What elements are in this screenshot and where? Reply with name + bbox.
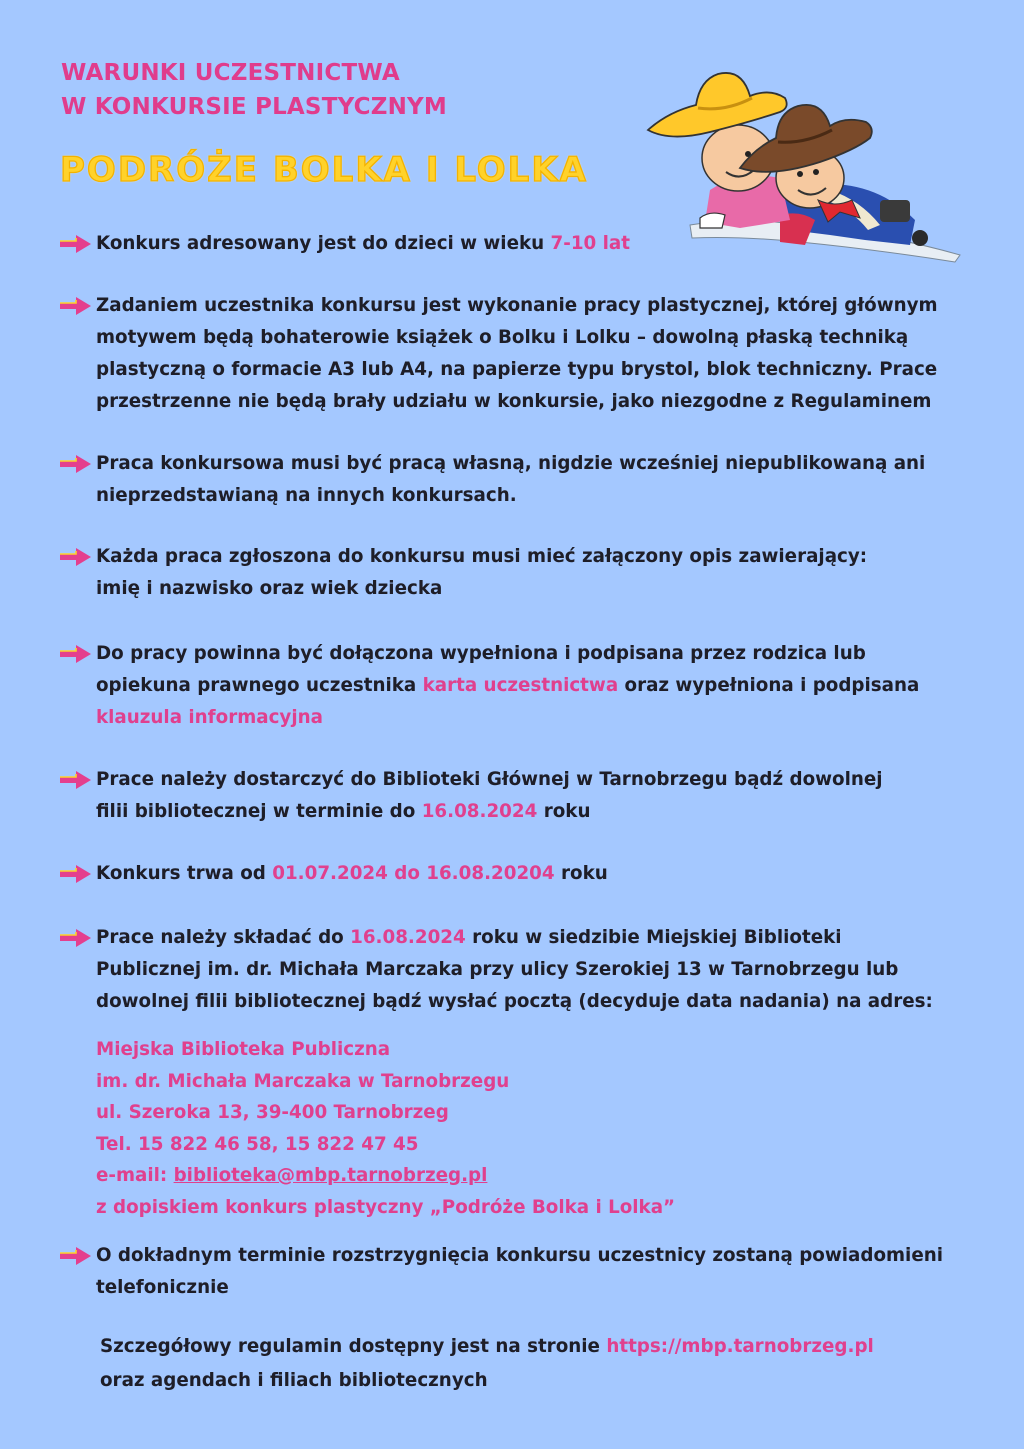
address-note: z dopiskiem konkurs plastyczny „Podróże Bolka i Lolka” [96,1196,676,1218]
bullet-text [96,764,988,828]
bullet-line [96,573,988,605]
bullet-text [96,448,988,512]
bullet-line [96,702,988,734]
pink-arrow-icon [58,296,92,316]
bullet-line [96,954,988,986]
bullet-age [58,228,988,260]
bullet-text [96,638,988,734]
address-phone: Tel. 15 822 46 58, 15 822 47 45 [96,1133,419,1155]
bullet-line [96,290,988,322]
text-run: Zadaniem uczestnika konkursu jest wykonanie pracy plastycznej, której głównym [96,295,938,316]
text-run: plastyczną o formacie A3 lub A4, na papierze typu brystol, blok techniczny. Prace [96,359,938,380]
bullet-line [96,986,988,1018]
bullet-line [96,764,988,796]
text-run: Praca konkursowa musi być pracą własną, nigdzie wcześniej niepublikowaną ani [96,453,926,474]
bullet-delivery [58,764,988,828]
address-name: Miejska Biblioteka Publiczna [96,1039,391,1060]
bullet-original-work [58,448,988,512]
text-run: roku w siedzibie Miejskiej Biblioteki [465,927,842,948]
email-prefix: e-mail: [96,1165,174,1186]
pink-arrow-icon [58,1246,92,1266]
bullet-line [96,670,988,702]
bullet-line [96,922,988,954]
bullet-text [96,922,988,1018]
email-link[interactable]: biblioteka@mbp.tarnobrzeg.pl [173,1165,488,1186]
highlighted-text-run: karta uczestnictwa [422,675,619,696]
bullet-line [96,228,988,260]
bullet-text [96,228,988,260]
highlighted-text-run: 16.08.2024 [421,801,538,822]
bullet-line [96,638,988,670]
contest-title: PODRÓŻE BOLKA I LOLKA [60,150,588,190]
text-run: Prace należy dostarczyć do Biblioteki Głównej w Tarnobrzegu bądź dowolnej [96,769,883,790]
text-run: roku [554,863,608,884]
text-run: Prace należy składać do [96,927,351,948]
bullet-line [96,386,988,418]
pink-arrow-icon [58,928,92,948]
text-run: imię i nazwisko oraz wiek dziecka [96,578,443,599]
text-run: O dokładnym terminie rozstrzygnięcia konkursu uczestnicy zostaną powiadomieni [96,1245,943,1266]
bullet-line [96,858,988,890]
pink-arrow-icon [58,644,92,664]
text-run: Konkurs trwa od [96,863,273,884]
bullet-duration [58,858,988,890]
pink-arrow-icon [58,770,92,790]
text-run: motywem będą bohaterowie książek o Bolku i Lolku – dowolną płaską techniką [96,327,909,348]
bullet-text [96,541,988,605]
text-run: Konkurs adresowany jest do dzieci w wieku [96,233,551,254]
bullet-task [58,290,988,418]
text-run: telefonicznie [96,1277,229,1298]
bullet-submission [58,922,988,1018]
pink-arrow-icon [58,547,92,567]
mailing-address [96,1034,675,1223]
text-run: Publicznej im. dr. Michała Marczaka przy ulicy Szerokiej 13 w Tarnobrzegu lub [96,959,899,980]
heading-line-2: W KONKURSIE PLASTYCZNYM [61,94,447,120]
highlighted-text-run: klauzula informacyjna [96,707,323,728]
bullet-line [96,1240,988,1272]
text-run: dowolnej filii bibliotecznej bądź wysłać pocztą (decyduje data nadania) na adres: [96,991,933,1012]
heading [61,56,447,124]
text-run: opiekuna prawnego uczestnika [96,675,423,696]
bullet-line [96,322,988,354]
text-run: przestrzenne nie będą brały udziału w konkursie, jako niezgodne z Regulaminem [96,391,932,412]
bullet-line [96,1272,988,1304]
highlighted-text-run: 7-10 lat [550,233,630,254]
bullet-line [96,480,988,512]
address-patron: im. dr. Michała Marczaka w Tarnobrzegu [96,1070,510,1092]
regulations-link[interactable]: https://mbp.tarnobrzeg.pl [606,1336,874,1357]
text-run: Do pracy powinna być dołączona wypełniona i podpisana przez rodzica lub [96,643,866,664]
heading-line-1: WARUNKI UCZESTNICTWA [61,60,400,86]
footer-text: Szczegółowy regulamin dostępny jest na stronie [100,1336,607,1357]
text-run: Każda praca zgłoszona do konkursu musi mieć załączony opis zawierający: [96,546,868,567]
pink-arrow-icon [58,234,92,254]
text-run: roku [537,801,591,822]
address-street: ul. Szeroka 13, 39-400 Tarnobrzeg [96,1102,449,1123]
address-email-line [96,1160,675,1192]
bullet-line [96,448,988,480]
highlighted-text-run: 16.08.2024 [350,927,466,948]
bullet-text [96,858,988,890]
bullet-results [58,1240,988,1304]
bullet-description [58,541,988,605]
footer-note [100,1330,874,1398]
text-run: oraz wypełniona i podpisana [618,675,920,696]
pink-arrow-icon [58,864,92,884]
pink-arrow-icon [58,454,92,474]
highlighted-text-run: 01.07.2024 do 16.08.20204 [272,863,555,884]
bullet-text [96,1240,988,1304]
footer-line-2: oraz agendach i filiach bibliotecznych [100,1370,488,1391]
footer-line-1 [100,1330,874,1364]
bullet-text [96,290,988,418]
text-run: filii bibliotecznej w terminie do [96,801,422,822]
bullet-participation-card [58,638,988,734]
text-run: nieprzedstawianą na innych konkursach. [96,485,517,506]
bullet-line [96,541,988,573]
bullet-line [96,796,988,828]
bullet-line [96,354,988,386]
